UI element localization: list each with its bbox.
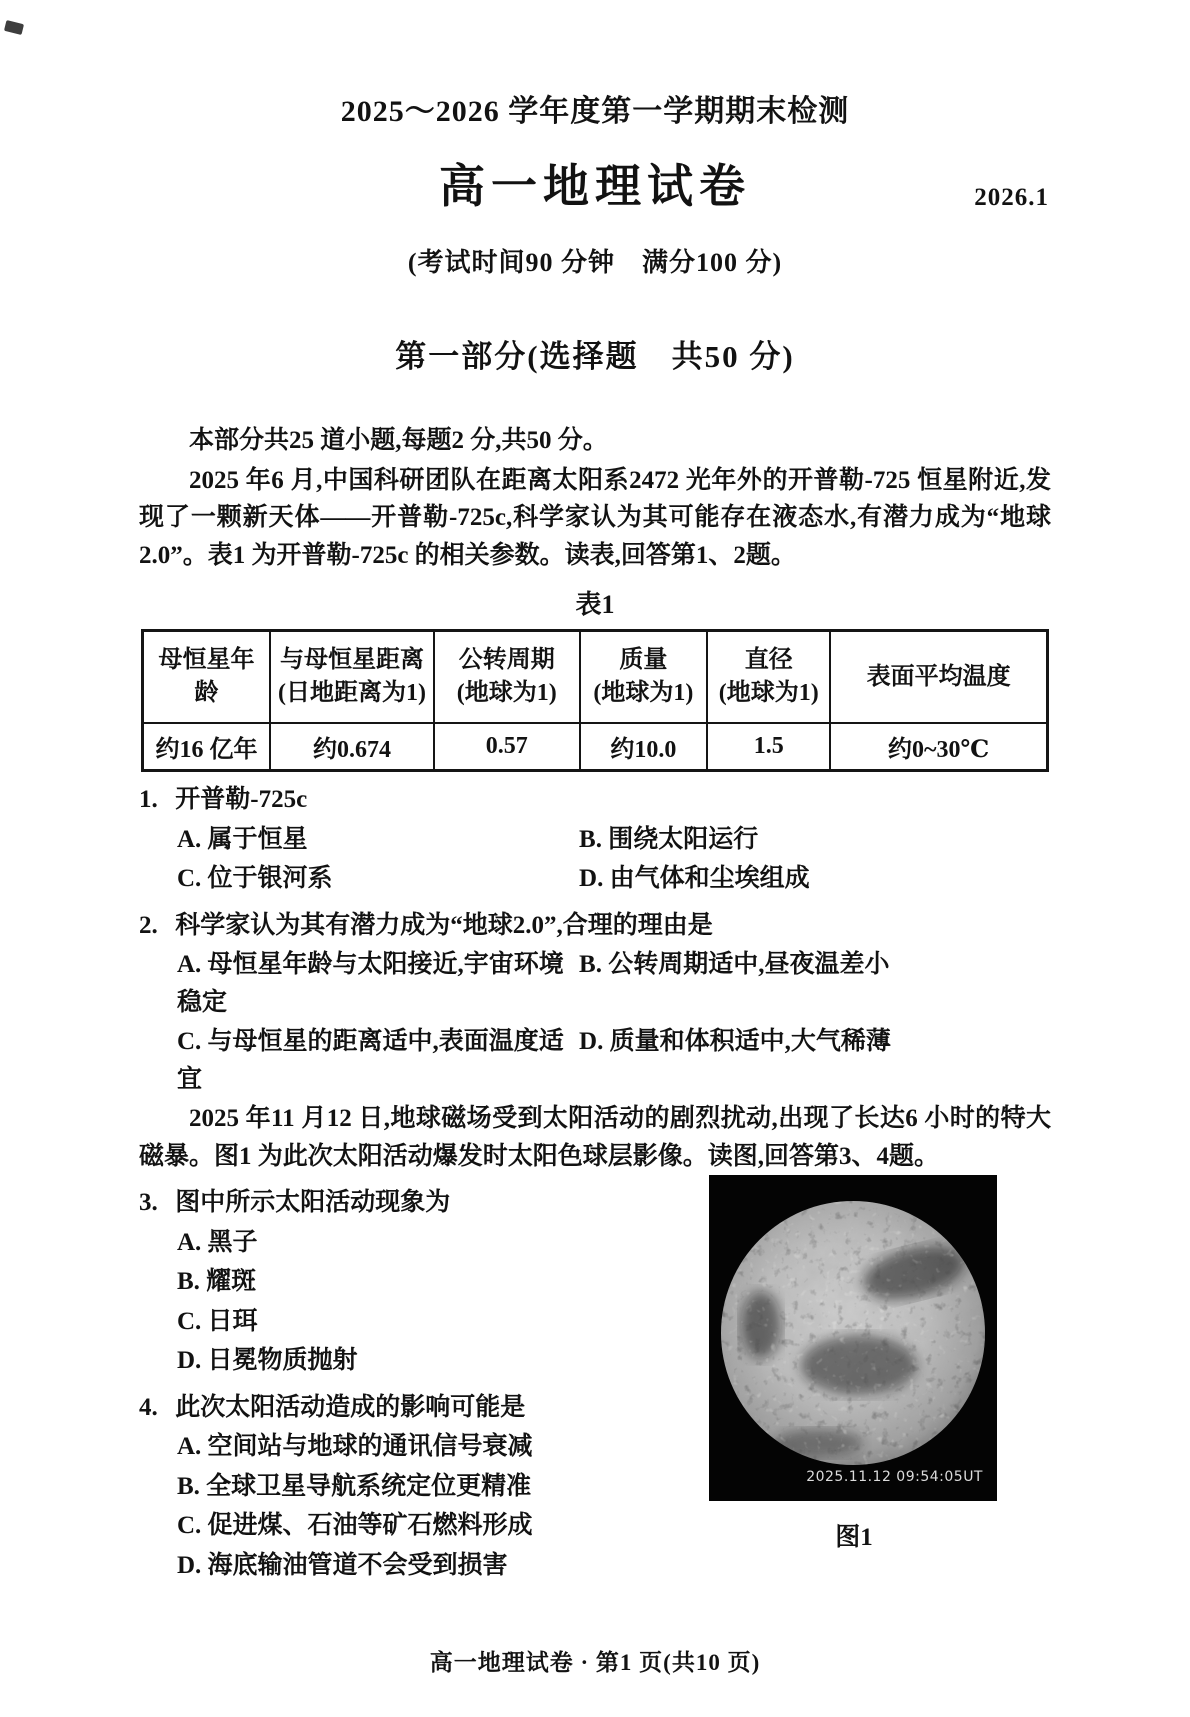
scan-artifact xyxy=(4,20,24,35)
figure1 xyxy=(709,1175,999,1553)
question-2-number: 2. xyxy=(139,911,158,939)
sun-image-svg xyxy=(709,1175,997,1501)
table-cell-distance: 约0.674 xyxy=(270,723,434,771)
table-cell-mass: 约10.0 xyxy=(580,723,708,771)
title-row xyxy=(139,150,1051,214)
option-1c: C. 位于银河系 xyxy=(177,865,333,892)
question-2-stem: 科学家认为其有潜力成为“地球2.0”,合理的理由是 xyxy=(175,911,713,939)
passage-kepler-725c: 2025 年6 月,中国科研团队在距离太阳系2472 光年外的开普勒-725 恒星附近,发现了一颗新天体——开普勒-725c,科学家认为其可能存在液态水,有潜力成为“地球2.0”。表1 为开普勒-725c 的相关参数。读表,回答第1、2题。 xyxy=(139,466,1051,569)
section-instructions: 本部分共25 道小题,每题2 分,共50 分。 xyxy=(189,427,608,454)
table1-header-surface-temp: 表面平均温度 xyxy=(830,631,1047,723)
exam-duration-score: (考试时间90 分钟 满分100 分) xyxy=(407,248,783,277)
question-3-stem: 图中所示太阳活动现象为 xyxy=(175,1189,451,1216)
table-cell-surface-temp: 约0~30℃ xyxy=(830,723,1047,771)
question-1-stem: 开普勒-725c xyxy=(175,786,308,813)
question-1-number: 1. xyxy=(139,786,158,813)
table-cell-diameter: 1.5 xyxy=(707,723,830,771)
option-1a: A. 属于恒星 xyxy=(177,825,308,853)
page-footer: 高一地理试卷 · 第1 页(共10 页) xyxy=(429,1650,761,1675)
question-1 xyxy=(139,781,1051,819)
table1-header-diameter: 直径 (地球为1) xyxy=(707,631,830,723)
paper-title: 高一地理试卷 xyxy=(439,161,751,212)
table-cell-orbital-period: 0.57 xyxy=(434,723,580,771)
question-2-options xyxy=(139,944,1051,1098)
table1-header-mass: 质量 (地球为1) xyxy=(580,631,708,723)
section-title: 第一部分(选择题 共50 分) xyxy=(395,339,795,374)
option-3c: C. 日珥 xyxy=(177,1307,258,1335)
figure1-caption: 图1 xyxy=(835,1524,873,1551)
option-3d: D. 日冕物质抛射 xyxy=(177,1347,358,1374)
exam-session-title: 2025～2026 学年度第一学期期末检测 xyxy=(340,95,850,128)
option-2b: B. 公转周期适中,昼夜温差小 xyxy=(579,951,890,978)
table1-caption: 表1 xyxy=(575,590,615,619)
option-3a: A. 黑子 xyxy=(177,1228,258,1256)
table1-data-row xyxy=(143,723,1048,771)
questions-1-2 xyxy=(139,781,1051,1098)
question-4-stem: 此次太阳活动造成的影响可能是 xyxy=(175,1393,526,1421)
option-2a: A. 母恒星年龄与太阳接近,宇宙环境稳定 xyxy=(177,951,564,1016)
option-2d: D. 质量和体积适中,大气稀薄 xyxy=(579,1028,891,1055)
option-1d: D. 由气体和尘埃组成 xyxy=(579,865,810,892)
option-4b: B. 全球卫星导航系统定位更精准 xyxy=(177,1472,532,1500)
option-4a: A. 空间站与地球的通讯信号衰减 xyxy=(177,1433,533,1460)
paper-header xyxy=(139,86,1051,279)
option-1b: B. 围绕太阳运行 xyxy=(579,825,759,853)
option-3b: B. 耀斑 xyxy=(177,1268,257,1295)
table-cell-star-age: 约16 亿年 xyxy=(143,723,271,771)
table1-header-orbital-period: 公转周期 (地球为1) xyxy=(434,631,580,723)
question-3-number: 3. xyxy=(139,1189,158,1216)
option-4d: D. 海底输油管道不会受到损害 xyxy=(177,1551,508,1579)
question-1-options xyxy=(139,819,1051,898)
question-4-number: 4. xyxy=(139,1393,158,1421)
question-2 xyxy=(139,907,1051,945)
table1-kepler-parameters xyxy=(141,629,1049,772)
passage-solar-storm: 2025 年11 月12 日,地球磁场受到太阳活动的剧烈扰动,出现了长达6 小时的特大磁暴。图1 为此次太阳活动爆发时太阳色球层影像。读图,回答第3、4题。 xyxy=(139,1105,1051,1170)
paper-date: 2026.1 xyxy=(974,184,1049,211)
table1-header-row xyxy=(143,631,1048,723)
sun-chromosphere-image xyxy=(709,1175,997,1501)
image-timestamp: 2025.11.12 09:54:05UT xyxy=(806,1469,983,1485)
page-content xyxy=(139,0,1051,1717)
table1-header-star-age: 母恒星年龄 xyxy=(143,631,271,723)
table1-header-distance: 与母恒星距离 (日地距离为1) xyxy=(270,631,434,723)
option-4c: C. 促进煤、石油等矿石燃料形成 xyxy=(177,1512,533,1539)
option-2c: C. 与母恒星的距离适中,表面温度适宜 xyxy=(177,1028,564,1093)
